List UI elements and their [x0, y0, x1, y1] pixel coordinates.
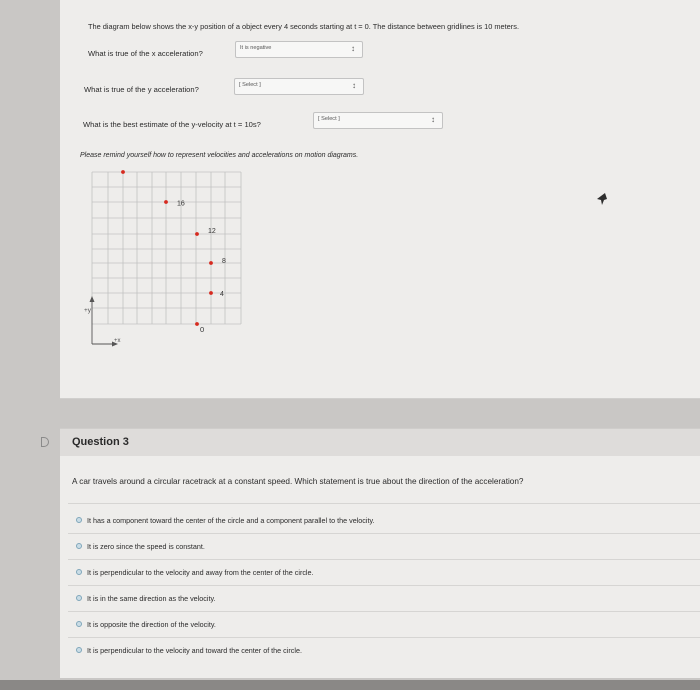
y-velocity-label: What is the best estimate of the y-velocity at t = 10s? [83, 120, 261, 129]
option-divider [68, 533, 700, 534]
answer-option-label: It is in the same direction as the velocity. [87, 594, 216, 603]
position-label-0: 0 [200, 325, 205, 334]
position-label-12: 12 [208, 228, 216, 235]
y-acceleration-selected: [ Select ] [239, 82, 261, 88]
diagram-grid [92, 172, 241, 324]
prompt-divider [68, 503, 700, 504]
select-arrows-icon: ↕ [352, 81, 356, 90]
position-label-4: 4 [220, 291, 224, 298]
radio-button[interactable] [76, 569, 82, 575]
position-dot-12 [195, 232, 199, 236]
question-flag-icon[interactable] [41, 437, 49, 447]
radio-button[interactable] [76, 621, 82, 627]
y-axis-label: +y [84, 307, 92, 314]
position-dot-8 [209, 261, 213, 265]
question-3-header-bar [60, 428, 700, 456]
position-label-16: 16 [177, 200, 185, 208]
answer-option[interactable] [68, 643, 700, 661]
question-3-title: Question 3 [72, 436, 129, 448]
option-divider [68, 559, 700, 560]
question-3-prompt: A car travels around a circular racetrack at a constant speed. Which statement is true about the direction of the acceleration? [72, 477, 524, 486]
answer-option[interactable] [68, 513, 700, 531]
radio-button[interactable] [76, 595, 82, 601]
x-axis-label: +x [114, 338, 121, 344]
radio-button[interactable] [76, 517, 82, 523]
position-dot-4 [209, 291, 213, 295]
x-acceleration-label: What is true of the x acceleration? [88, 49, 203, 58]
y-acceleration-select[interactable] [234, 78, 364, 95]
answer-option-label: It has a component toward the center of the circle and a component parallel to the velocity. [87, 516, 375, 525]
x-acceleration-selected: It is negative [240, 45, 272, 51]
x-acceleration-select[interactable] [235, 41, 363, 58]
marker-dot [121, 170, 125, 174]
motion-diagram [86, 168, 248, 348]
y-acceleration-label: What is true of the y acceleration? [84, 85, 199, 94]
radio-button[interactable] [76, 543, 82, 549]
y-velocity-select[interactable] [313, 112, 443, 129]
option-divider [68, 611, 700, 612]
radio-button[interactable] [76, 647, 82, 653]
answer-option[interactable] [68, 617, 700, 635]
answer-option-label: It is zero since the speed is constant. [87, 542, 205, 551]
reminder-text: Please remind yourself how to represent velocities and accelerations on motion diagrams. [80, 152, 359, 159]
question-2-prompt: The diagram below shows the x-y position of a object every 4 seconds starting at t = 0. The distance between gridlines is 10 meters. [88, 22, 520, 31]
select-arrows-icon: ↕ [431, 115, 435, 124]
y-velocity-selected: [ Select ] [318, 116, 340, 122]
position-label-8: 8 [222, 258, 226, 265]
answer-option[interactable] [68, 591, 700, 609]
answer-option[interactable] [68, 539, 700, 557]
answer-option[interactable] [68, 565, 700, 583]
select-arrows-icon: ↕ [351, 44, 355, 53]
mouse-cursor-icon [596, 192, 608, 208]
answer-option-label: It is perpendicular to the velocity and away from the center of the circle. [87, 568, 314, 577]
option-divider [68, 585, 700, 586]
answer-option-label: It is perpendicular to the velocity and toward the center of the circle. [87, 646, 302, 655]
answer-option-label: It is opposite the direction of the velocity. [87, 620, 216, 629]
option-divider [68, 637, 700, 638]
y-axis-arrowhead [90, 296, 95, 302]
position-dot-16 [164, 200, 168, 204]
bottom-edge [0, 680, 700, 690]
position-dot-0 [195, 322, 199, 326]
